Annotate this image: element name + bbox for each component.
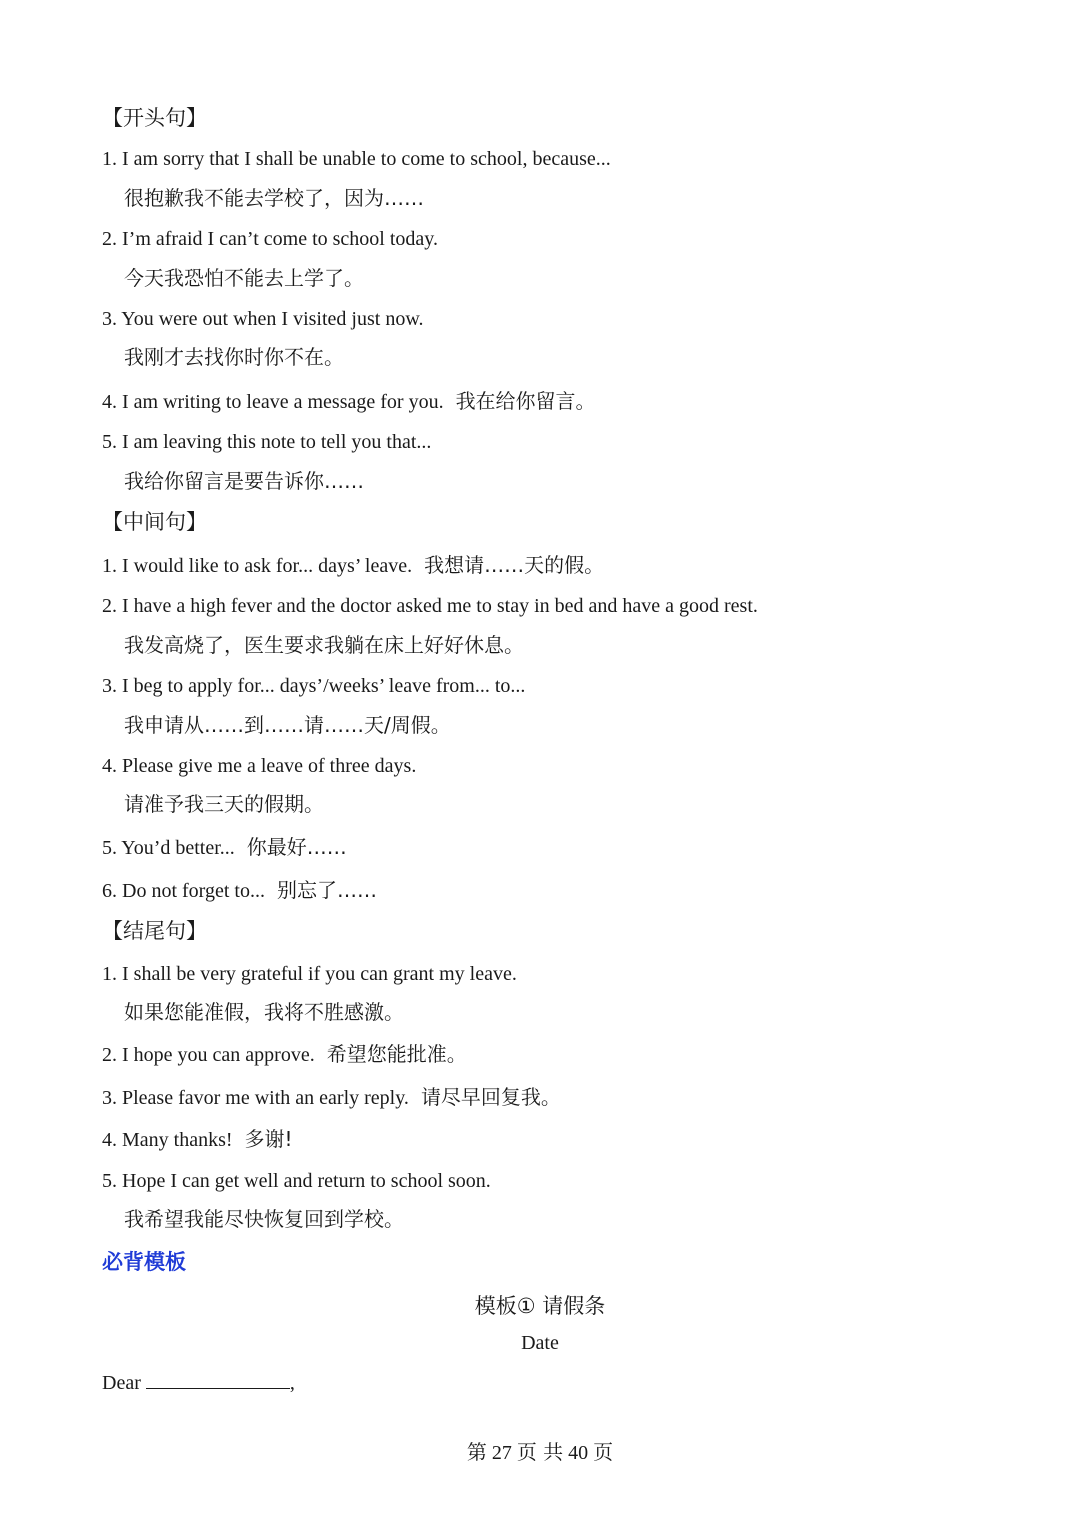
end-item-5-en: 5. Hope I can get well and return to school soon. xyxy=(102,1170,491,1192)
footer-mid: 页 共 xyxy=(516,1440,564,1464)
footer-page-number: 27 xyxy=(491,1442,512,1464)
open-item-1-en: 1. I am sorry that I shall be unable to come to school, because... xyxy=(102,148,611,170)
middle-item-2-cn: 我发高烧了，医生要求我躺在床上好好休息。 xyxy=(124,633,524,657)
middle-item-6 xyxy=(102,877,377,904)
section-heading-open: 【开头句】 xyxy=(102,106,207,130)
footer-prefix: 第 xyxy=(466,1440,487,1464)
middle-item-5-cn: 你最好…… xyxy=(246,835,347,859)
end-item-3 xyxy=(102,1084,561,1111)
end-item-4 xyxy=(102,1126,293,1153)
end-item-4-cn: 多谢! xyxy=(244,1127,293,1151)
template-title: 模板① 请假条 xyxy=(474,1294,606,1318)
name-blank xyxy=(146,1370,290,1389)
open-item-5-en: 5. I am leaving this note to tell you that... xyxy=(102,431,432,453)
end-item-1-en: 1. I shall be very grateful if you can grant my leave. xyxy=(102,963,517,985)
end-item-3-en: 3. Please favor me with an early reply. xyxy=(102,1087,409,1109)
middle-item-1-cn: 我想请……天的假。 xyxy=(424,553,605,577)
section-heading-middle: 【中间句】 xyxy=(102,510,207,534)
date-label: Date xyxy=(521,1332,559,1354)
middle-item-1 xyxy=(102,552,604,579)
dear-suffix: , xyxy=(289,1372,295,1394)
open-item-1-cn: 很抱歉我不能去学校了，因为…… xyxy=(124,186,424,210)
dear-label: Dear xyxy=(102,1372,141,1394)
end-item-4-en: 4. Many thanks! xyxy=(102,1129,233,1151)
footer-suffix: 页 xyxy=(593,1440,614,1464)
end-item-2-cn: 希望您能批准。 xyxy=(326,1042,467,1066)
middle-item-4-en: 4. Please give me a leave of three days. xyxy=(102,755,417,777)
end-item-3-cn: 请尽早回复我。 xyxy=(420,1085,561,1109)
middle-item-3-cn: 我申请从……到……请……天/周假。 xyxy=(124,713,451,737)
middle-item-3-en: 3. I beg to apply for... days’/weeks’ leave from... to... xyxy=(102,675,526,697)
end-item-5-cn: 我希望我能尽快恢复回到学校。 xyxy=(124,1207,404,1231)
middle-item-4-cn: 请准予我三天的假期。 xyxy=(124,792,324,816)
section-heading-end: 【结尾句】 xyxy=(102,919,207,943)
end-item-2-en: 2. I hope you can approve. xyxy=(102,1044,315,1066)
page-footer xyxy=(0,1436,1080,1465)
middle-item-6-cn: 别忘了…… xyxy=(276,878,377,902)
template-heading: 必背模板 xyxy=(102,1250,186,1274)
end-item-1-cn: 如果您能准假，我将不胜感激。 xyxy=(124,1000,404,1024)
end-item-2 xyxy=(102,1041,467,1068)
open-item-2-en: 2. I’m afraid I can’t come to school today. xyxy=(102,228,438,250)
open-item-2-cn: 今天我恐怕不能去上学了。 xyxy=(124,266,364,290)
middle-item-2-en: 2. I have a high fever and the doctor asked me to stay in bed and have a good rest. xyxy=(102,595,758,617)
footer-total-pages: 40 xyxy=(568,1442,589,1464)
middle-item-6-en: 6. Do not forget to... xyxy=(102,880,265,902)
open-item-3-en: 3. You were out when I visited just now. xyxy=(102,308,424,330)
open-item-4 xyxy=(102,388,596,415)
middle-item-5 xyxy=(102,834,347,861)
salutation xyxy=(102,1370,295,1396)
open-item-4-cn: 我在给你留言。 xyxy=(455,389,596,413)
middle-item-1-en: 1. I would like to ask for... days’ leave. xyxy=(102,555,413,577)
open-item-3-cn: 我刚才去找你时你不在。 xyxy=(124,345,344,369)
middle-item-5-en: 5. You’d better... xyxy=(102,837,235,859)
open-item-4-en: 4. I am writing to leave a message for you. xyxy=(102,391,444,413)
open-item-5-cn: 我给你留言是要告诉你…… xyxy=(124,469,364,493)
